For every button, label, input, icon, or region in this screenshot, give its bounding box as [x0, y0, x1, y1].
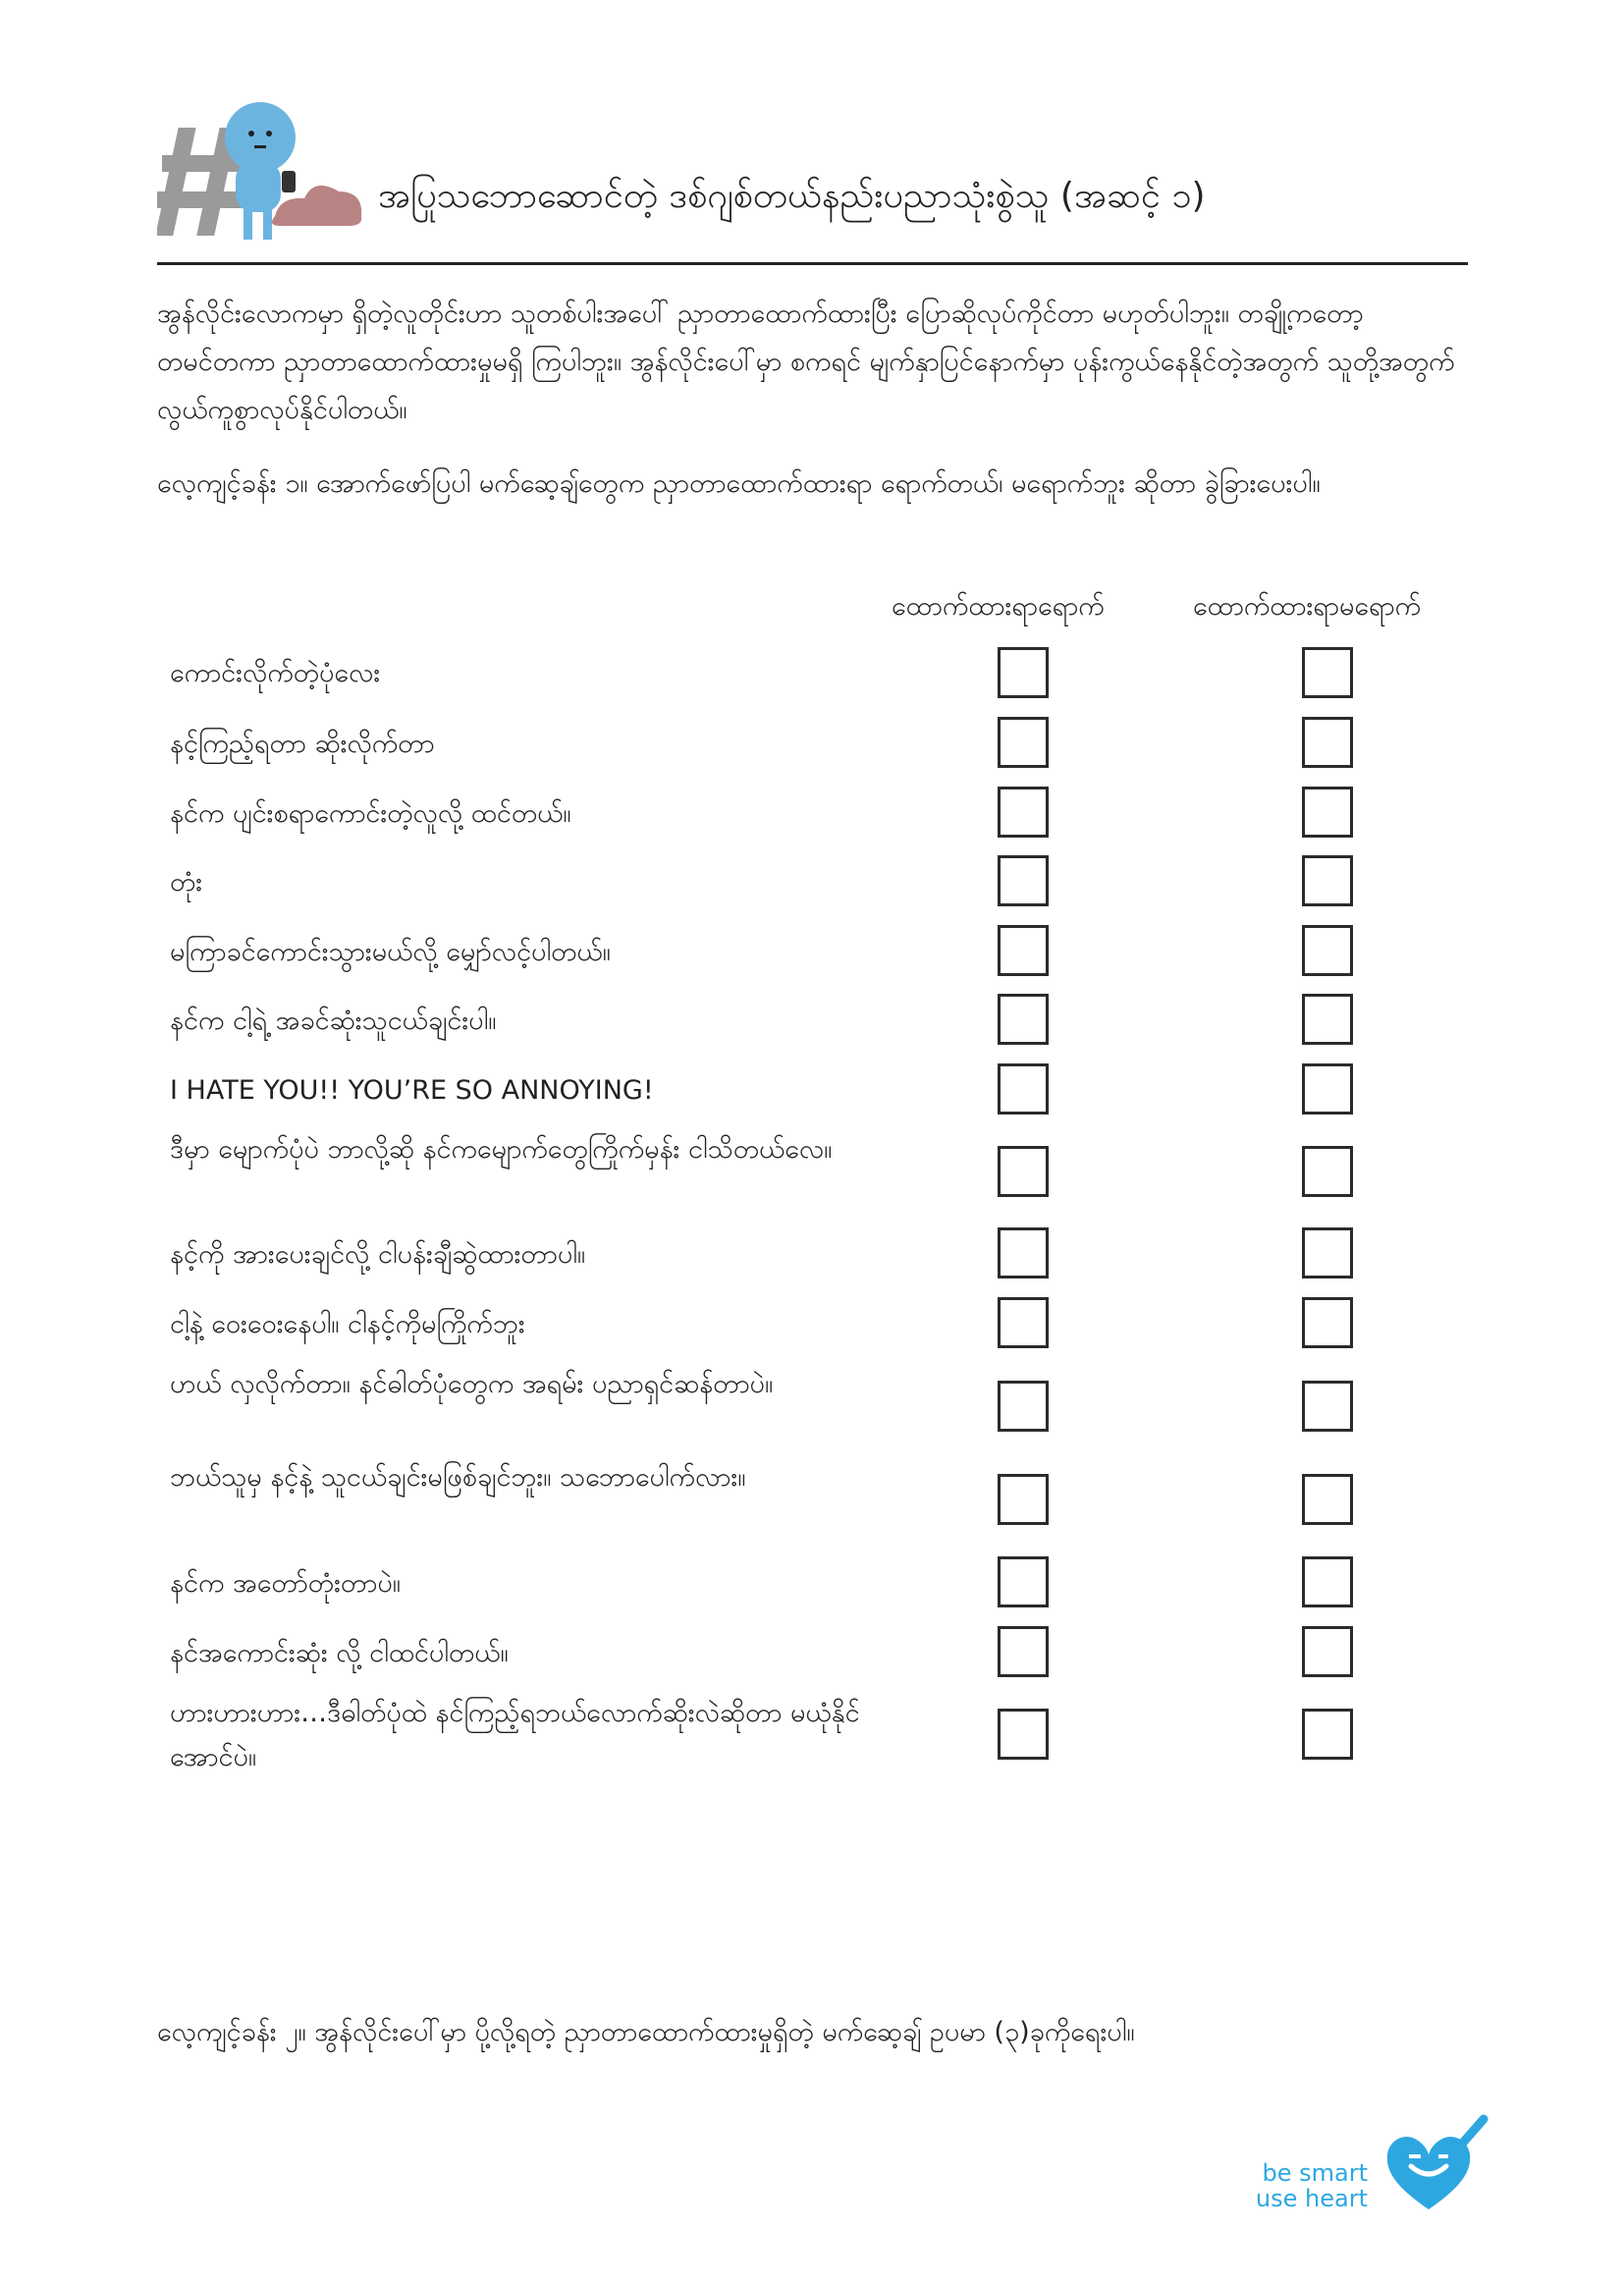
not-considerate-checkbox[interactable]	[1302, 1709, 1353, 1760]
message-text: ကောင်းလိုက်တဲ့ပုံလေး	[170, 658, 381, 688]
message-text: ငါ့နဲ့ ဝေးဝေးနေပါ။ ငါနင့်ကိုမကြိုက်ဘူး	[170, 1309, 525, 1339]
brand-line-2: use heart	[1255, 2185, 1368, 2212]
message-text: ဘယ်သူမှ နင့်နဲ့ သူငယ်ချင်းမဖြစ်ချင်ဘူး။ သဘောပေါက်လား။	[170, 1462, 746, 1493]
not-considerate-checkbox[interactable]	[1302, 994, 1353, 1045]
message-text: နင့်ကြည့်ရတာ ဆိုးလိုက်တာ	[170, 729, 435, 759]
not-considerate-checkbox[interactable]	[1302, 1227, 1353, 1279]
message-text: နင်က အတော်တုံးတာပဲ။	[170, 1568, 401, 1599]
considerate-checkbox[interactable]	[998, 994, 1049, 1045]
phone-icon	[282, 171, 296, 192]
message-text: တုံး	[170, 867, 203, 898]
page-header	[157, 98, 1473, 260]
message-text: ဒီမှာ မျောက်ပုံပဲ ဘာလို့ဆို နင်ကမျောက်တွေကြိုက်မှန်း ငါသိတယ်လေ။	[170, 1134, 833, 1165]
exercise-2-instructions: လေ့ကျင့်ခန်း ၂။ အွန်လိုင်းပေါ်မှာ ပို့လို့ရတဲ့ ညှာတာထောက်ထားမှုရှိတဲ့ မက်ဆေ့ချ် ဥပမာ (၃)ခုကိုရေးပါ။	[157, 2017, 1135, 2047]
not-considerate-checkbox[interactable]	[1302, 1063, 1353, 1115]
message-text: နင်က ငါ့ရဲ့ အခင်ဆုံးသူငယ်ချင်းပါ။	[170, 1006, 497, 1036]
message-text: နင်အကောင်းဆုံး လို့ ငါထင်ပါတယ်။	[170, 1638, 509, 1668]
message-text: ဟားဟားဟား…ဒီဓါတ်ပုံထဲ နင်ကြည့်ရဘယ်လောက်ဆိုးလဲဆိုတာ မယုံနိုင်အောင်ပဲ။	[170, 1698, 860, 1772]
considerate-checkbox[interactable]	[998, 1297, 1049, 1348]
hashtag-character-logo	[157, 98, 368, 255]
not-considerate-checkbox[interactable]	[1302, 787, 1353, 838]
considerate-checkbox[interactable]	[998, 647, 1049, 698]
intro-paragraph: အွန်လိုင်းလောကမှာ ရှိတဲ့လူတိုင်းဟာ သူတစ်ပါးအပေါ် ညှာတာထောက်ထားပြီး ပြောဆိုလုပ်ကိုင်တာ မဟုတ်ပါဘူး။ တချို့ကတော့ တမင်တကာ ညှာတာထောက်ထားမှုမရှိ ကြပါဘူး။ အွန်လိုင်းပေါ်မှာ စကရင် မျက်နှာပြင်နောက်မှာ ပုန်းကွယ်နေနိုင်တဲ့အတွက် သူတို့အတွက်လွယ်ကူစွာလုပ်နိုင်ပါတယ်။	[157, 299, 1455, 425]
header-divider	[157, 262, 1468, 265]
considerate-checkbox[interactable]	[998, 925, 1049, 976]
message-text: နင့်ကို အားပေးချင်လို့ ငါပန်းချီဆွဲထားတာပါ။	[170, 1239, 586, 1270]
considerate-checkbox[interactable]	[998, 1556, 1049, 1607]
message-text: မကြာခင်ကောင်းသွားမယ်လို့ မျှော်လင့်ပါတယ်။	[170, 937, 611, 967]
column-header-not-considerate: ထောက်ထားရာမရောက်	[1193, 591, 1422, 622]
considerate-checkbox[interactable]	[998, 1626, 1049, 1677]
not-considerate-checkbox[interactable]	[1302, 1474, 1353, 1525]
message-text: ဟယ် လှလိုက်တာ။ နင်ဓါတ်ပုံတွေက အရမ်း ပညာရှင်ဆန်တာပဲ။	[170, 1369, 774, 1399]
page-title: အပြုသဘောဆောင်တဲ့ ဒစ်ဂျစ်တယ်နည်းပညာသုံးစွဲသူ (အဆင့် ၁)	[378, 176, 1206, 216]
not-considerate-checkbox[interactable]	[1302, 855, 1353, 906]
not-considerate-checkbox[interactable]	[1302, 925, 1353, 976]
considerate-checkbox[interactable]	[998, 717, 1049, 768]
not-considerate-checkbox[interactable]	[1302, 1381, 1353, 1432]
considerate-checkbox[interactable]	[998, 1709, 1049, 1760]
brand-logo	[1245, 2111, 1500, 2229]
not-considerate-checkbox[interactable]	[1302, 1626, 1353, 1677]
not-considerate-checkbox[interactable]	[1302, 647, 1353, 698]
considerate-checkbox[interactable]	[998, 787, 1049, 838]
considerate-checkbox[interactable]	[998, 1146, 1049, 1197]
not-considerate-checkbox[interactable]	[1302, 1297, 1353, 1348]
brand-line-1: be smart	[1262, 2159, 1368, 2187]
exercise-1-instructions: လေ့ကျင့်ခန်း ၁။ အောက်ဖော်ပြပါ မက်ဆေ့ချ်တွေက ညှာတာထောက်ထားရာ ရောက်တယ်၊ မရောက်ဘူး ဆိုတာ ခွဲခြားပေးပါ။	[157, 468, 1321, 499]
considerate-checkbox[interactable]	[998, 1381, 1049, 1432]
considerate-checkbox[interactable]	[998, 1063, 1049, 1115]
message-text: နင်က ပျင်းစရာကောင်းတဲ့လူလို့ ထင်တယ်။	[170, 798, 571, 829]
considerate-checkbox[interactable]	[998, 855, 1049, 906]
brand-tagline	[1245, 2160, 1368, 2211]
column-header-considerate: ထောက်ထားရာရောက်	[892, 591, 1105, 622]
heart-smile-icon	[1378, 2111, 1490, 2224]
not-considerate-checkbox[interactable]	[1302, 1556, 1353, 1607]
considerate-checkbox[interactable]	[998, 1474, 1049, 1525]
considerate-checkbox[interactable]	[998, 1227, 1049, 1279]
not-considerate-checkbox[interactable]	[1302, 1146, 1353, 1197]
not-considerate-checkbox[interactable]	[1302, 717, 1353, 768]
message-text: I HATE YOU!! YOU’RE SO ANNOYING!	[170, 1075, 654, 1106]
